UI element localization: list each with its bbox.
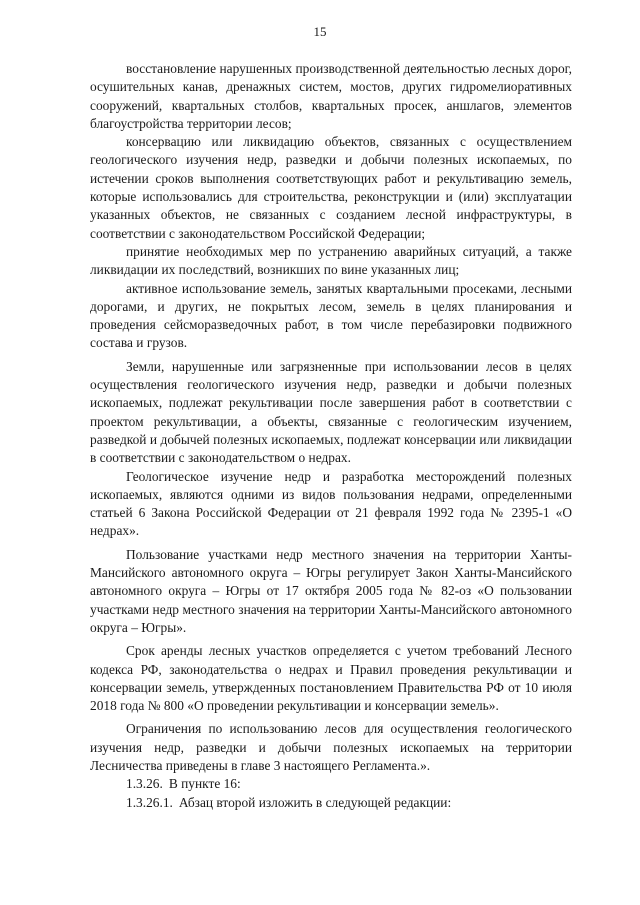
paragraph-emergency-measures: принятие необходимых мер по устранению аварийных ситуаций, а также ликвидации их последствий, возникших по вине указанных лиц; — [90, 243, 572, 278]
paragraph-lease-term: Срок аренды лесных участков определяется с учетом требований Лесного кодекса РФ, законодательства о недрах и Правил проведения рекультивации и консервации земель, утвержденных постановлением Правительства РФ от 10 июля 2018 года № 800 «О проведении рекультивации и консервации земель». — [90, 643, 572, 714]
list-item-1-3-26 — [90, 775, 572, 793]
item-number: 1.3.26.1. — [126, 794, 173, 810]
paragraph-restoration: восстановление нарушенных производственной деятельностью лесных дорог, осушительных канав, дренажных систем, мостов, других гидромелиоративных сооружений, квартальных столбов, квартальных просек, аншлагов, элементов благоустройства территории лесов; — [90, 61, 572, 131]
paragraph-subsoil-study: Геологическое изучение недр и разработка месторождений полезных ископаемых, являются одними из видов пользования недрами, определенными статьей 6 Закона Российской Федерации от 21 февраля 1992 года № 2395-1 «О недрах». — [90, 468, 572, 539]
paragraph-conservation: консервацию или ликвидацию объектов, связанных с осуществлением геологического изучения недр, разведки и добычи полезных ископаемых, по истечении сроков выполнения соответствующих работ и рекультивацию земель, которые использовались для строительства, реконструкции и (или) эксплуатации указанных объектов, не связанных с созданием лесной инфраструктуры, в соответствии с законодательством Российской Федерации; — [90, 134, 572, 241]
item-number: 1.3.26. — [126, 776, 163, 792]
paragraph-active-land-use: активное использование земель, занятых квартальными просеками, лесными дорогами, и других, не покрытых лесом, земель в целях планирования и проведения сейсморазведочных работ, в том числе перебазировки подвижного состава и грузов. — [90, 280, 572, 351]
item-text: Абзац второй изложить в следующей редакции: — [178, 794, 452, 810]
list-item-1-3-26-1 — [90, 794, 572, 812]
page-number: 15 — [313, 24, 327, 39]
body-text — [90, 60, 572, 812]
paragraph-land-recultivation: Земли, нарушенные или загрязненные при использовании лесов в целях осуществления геологического изучения недр, разведки и добычи полезных ископаемых, подлежат рекультивации после завершения работ в соответствии с проектом рекультивации, а объекты, связанные с геологическим изучением, разведкой и добычей полезных ископаемых, подлежат консервации или ликвидации в соответствии с законодательством о недрах. — [90, 358, 572, 466]
paragraph-restrictions: Ограничения по использованию лесов для осуществления геологического изучения недр, разведки и добычи полезных ископаемых на территории Лесничества приведены в главе 3 настоящего Регламента.». — [90, 721, 572, 773]
paragraph-local-subsoil: Пользование участками недр местного значения на территории Ханты-Мансийского автономного округа – Югры регулирует Закон Ханты-Мансийского автономного округа – Югры от 17 октября 2005 года № 82-оз «О пользовании участками недр местного значения на территории Ханты-Мансийского автономного округа – Югры». — [90, 546, 572, 635]
item-text: В пункте 16: — [168, 776, 241, 792]
